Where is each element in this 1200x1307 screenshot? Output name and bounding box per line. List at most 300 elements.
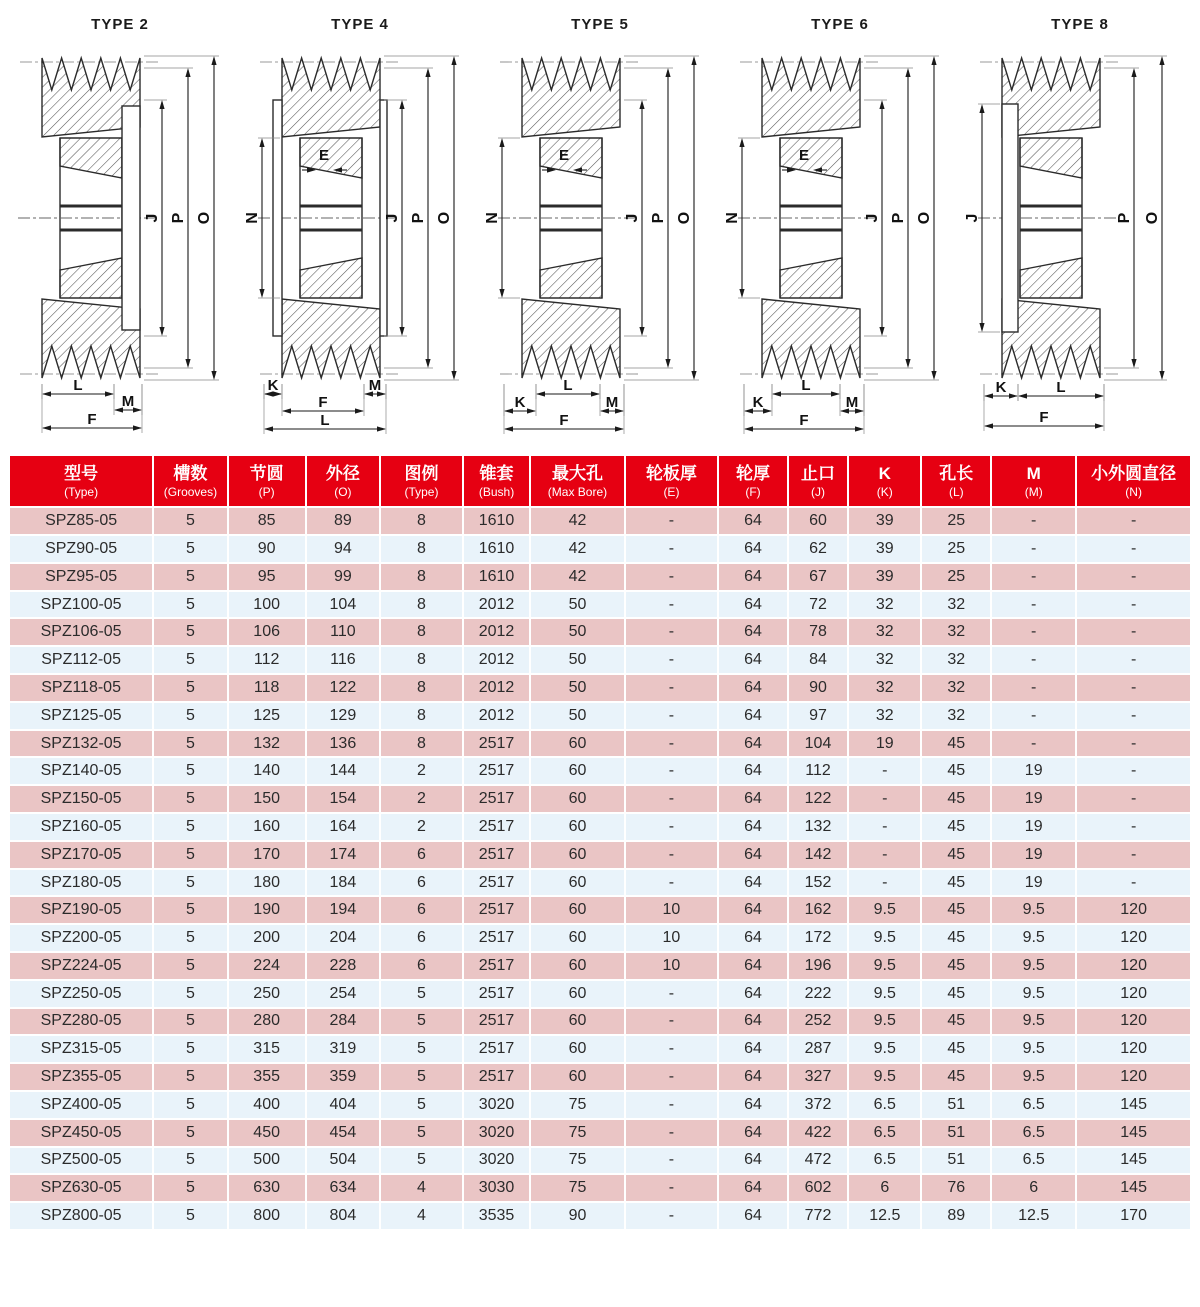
table-cell: 3030 xyxy=(463,1174,530,1202)
svg-text:F: F xyxy=(87,411,97,428)
table-cell: 5 xyxy=(153,1091,227,1119)
table-cell: - xyxy=(991,674,1076,702)
table-cell: 32 xyxy=(848,674,921,702)
table-cell: 2517 xyxy=(463,730,530,758)
table-cell: 12.5 xyxy=(848,1202,921,1230)
svg-text:K: K xyxy=(995,379,1007,396)
table-cell: 5 xyxy=(153,952,227,980)
table-cell: 60 xyxy=(530,757,625,785)
table-cell: 45 xyxy=(921,757,991,785)
table-cell: 100 xyxy=(228,591,306,619)
svg-text:O: O xyxy=(916,211,933,225)
table-cell: 5 xyxy=(380,980,463,1008)
table-cell: 60 xyxy=(530,896,625,924)
table-cell: 3020 xyxy=(463,1091,530,1119)
table-cell: 372 xyxy=(788,1091,848,1119)
table-cell: 150 xyxy=(228,785,306,813)
header-cell-k xyxy=(848,455,921,507)
table-row xyxy=(9,674,1191,702)
pulley-svg xyxy=(720,38,960,448)
table-cell: 8 xyxy=(380,507,463,535)
table-cell: 60 xyxy=(788,507,848,535)
table-cell: 5 xyxy=(380,1091,463,1119)
table-row xyxy=(9,924,1191,952)
table-cell: 50 xyxy=(530,674,625,702)
table-cell: - xyxy=(848,869,921,897)
table-cell: 5 xyxy=(153,591,227,619)
table-cell: SPZ800-05 xyxy=(9,1202,153,1230)
svg-text:M: M xyxy=(368,377,382,394)
table-cell: 630 xyxy=(228,1174,306,1202)
svg-text:J: J xyxy=(144,213,161,223)
table-row xyxy=(9,1147,1191,1175)
table-cell: 129 xyxy=(306,702,380,730)
table-cell: 85 xyxy=(228,507,306,535)
table-cell: 64 xyxy=(718,1035,788,1063)
table-cell: - xyxy=(625,841,718,869)
table-cell: SPZ315-05 xyxy=(9,1035,153,1063)
svg-text:K: K xyxy=(267,377,279,394)
table-cell: 152 xyxy=(788,869,848,897)
table-cell: SPZ180-05 xyxy=(9,869,153,897)
spec-table-body xyxy=(9,507,1191,1230)
table-cell: 19 xyxy=(848,730,921,758)
table-cell: 90 xyxy=(788,674,848,702)
table-cell: - xyxy=(625,591,718,619)
table-cell: - xyxy=(625,1174,718,1202)
header-cell-model xyxy=(9,455,153,507)
table-row xyxy=(9,1091,1191,1119)
diagram-panel-type4 xyxy=(240,0,480,452)
table-cell: - xyxy=(1076,730,1191,758)
table-cell: 32 xyxy=(848,646,921,674)
table-cell: 32 xyxy=(848,618,921,646)
table-cell: 145 xyxy=(1076,1174,1191,1202)
table-cell: 51 xyxy=(921,1147,991,1175)
table-cell: 64 xyxy=(718,1091,788,1119)
table-cell: 62 xyxy=(788,535,848,563)
table-cell: 120 xyxy=(1076,896,1191,924)
table-cell: - xyxy=(625,1119,718,1147)
table-cell: 5 xyxy=(153,618,227,646)
header-cell-maxbore xyxy=(530,455,625,507)
table-cell: 64 xyxy=(718,646,788,674)
spec-table xyxy=(8,454,1192,1231)
table-cell: 6.5 xyxy=(848,1091,921,1119)
table-cell: - xyxy=(991,730,1076,758)
table-row xyxy=(9,896,1191,924)
table-cell: 84 xyxy=(788,646,848,674)
svg-text:O: O xyxy=(1144,211,1161,225)
table-cell: 60 xyxy=(530,1008,625,1036)
table-cell: 45 xyxy=(921,924,991,952)
svg-text:E: E xyxy=(558,147,570,164)
pulley-svg xyxy=(0,38,240,448)
table-row xyxy=(9,702,1191,730)
table-row xyxy=(9,757,1191,785)
table-cell: 64 xyxy=(718,869,788,897)
table-cell: 327 xyxy=(788,1063,848,1091)
table-cell: 3535 xyxy=(463,1202,530,1230)
table-cell: 454 xyxy=(306,1119,380,1147)
svg-text:P: P xyxy=(1116,212,1133,224)
table-cell: 5 xyxy=(153,646,227,674)
table-cell: 120 xyxy=(1076,952,1191,980)
table-cell: 39 xyxy=(848,535,921,563)
header-cell-l xyxy=(921,455,991,507)
svg-text:L: L xyxy=(320,412,330,429)
header-zh: 型号 xyxy=(64,464,99,483)
table-cell: 25 xyxy=(921,535,991,563)
table-cell: 2012 xyxy=(463,702,530,730)
table-cell: - xyxy=(1076,785,1191,813)
table-cell: 5 xyxy=(380,1119,463,1147)
svg-text:E: E xyxy=(318,147,330,164)
table-row xyxy=(9,1119,1191,1147)
table-cell: SPZ450-05 xyxy=(9,1119,153,1147)
table-cell: 194 xyxy=(306,896,380,924)
header-cell-n xyxy=(1076,455,1191,507)
table-cell: 10 xyxy=(625,896,718,924)
header-cell-bush xyxy=(463,455,530,507)
table-cell: - xyxy=(1076,563,1191,591)
table-cell: 90 xyxy=(228,535,306,563)
table-cell: 42 xyxy=(530,535,625,563)
table-cell: 64 xyxy=(718,591,788,619)
table-cell: 200 xyxy=(228,924,306,952)
header-cell-e xyxy=(625,455,718,507)
table-cell: 112 xyxy=(228,646,306,674)
table-cell: 5 xyxy=(153,757,227,785)
table-cell: 319 xyxy=(306,1035,380,1063)
table-cell: 64 xyxy=(718,1202,788,1230)
table-cell: 32 xyxy=(921,618,991,646)
table-cell: 64 xyxy=(718,785,788,813)
table-cell: 94 xyxy=(306,535,380,563)
table-cell: 60 xyxy=(530,869,625,897)
table-cell: 5 xyxy=(153,507,227,535)
table-cell: 50 xyxy=(530,618,625,646)
table-cell: 450 xyxy=(228,1119,306,1147)
table-cell: 9.5 xyxy=(991,1035,1076,1063)
diagram-title: TYPE 2 xyxy=(91,16,149,33)
header-zh: 图例 xyxy=(404,464,439,483)
table-cell: 132 xyxy=(788,813,848,841)
table-cell: 2517 xyxy=(463,785,530,813)
table-cell: 284 xyxy=(306,1008,380,1036)
table-cell: 12.5 xyxy=(991,1202,1076,1230)
svg-text:J: J xyxy=(384,213,401,223)
pulley-svg xyxy=(960,38,1200,448)
table-cell: 97 xyxy=(788,702,848,730)
table-cell: 19 xyxy=(991,841,1076,869)
table-cell: 8 xyxy=(380,563,463,591)
table-cell: SPZ85-05 xyxy=(9,507,153,535)
table-cell: - xyxy=(1076,841,1191,869)
table-row xyxy=(9,1174,1191,1202)
table-cell: 120 xyxy=(1076,1063,1191,1091)
table-cell: SPZ112-05 xyxy=(9,646,153,674)
svg-text:P: P xyxy=(410,212,427,224)
table-cell: 5 xyxy=(153,1147,227,1175)
table-cell: SPZ106-05 xyxy=(9,618,153,646)
diagram-panel-type8 xyxy=(960,0,1200,452)
table-cell: 50 xyxy=(530,702,625,730)
table-cell: 64 xyxy=(718,1008,788,1036)
table-cell: 45 xyxy=(921,869,991,897)
table-cell: 180 xyxy=(228,869,306,897)
table-cell: 5 xyxy=(153,702,227,730)
table-cell: - xyxy=(625,563,718,591)
table-row xyxy=(9,1008,1191,1036)
table-cell: 2517 xyxy=(463,841,530,869)
table-cell: SPZ190-05 xyxy=(9,896,153,924)
svg-text:L: L xyxy=(801,377,811,394)
table-cell: - xyxy=(625,535,718,563)
table-cell: 120 xyxy=(1076,1008,1191,1036)
table-cell: 45 xyxy=(921,813,991,841)
table-cell: 51 xyxy=(921,1091,991,1119)
table-cell: 250 xyxy=(228,980,306,1008)
table-row xyxy=(9,507,1191,535)
table-cell: SPZ170-05 xyxy=(9,841,153,869)
svg-text:N: N xyxy=(244,212,261,224)
table-cell: 122 xyxy=(306,674,380,702)
table-cell: 42 xyxy=(530,507,625,535)
table-cell: 504 xyxy=(306,1147,380,1175)
table-row xyxy=(9,813,1191,841)
table-cell: - xyxy=(625,1008,718,1036)
table-cell: 6.5 xyxy=(991,1091,1076,1119)
table-cell: 4 xyxy=(380,1174,463,1202)
header-en: (Type) xyxy=(64,485,99,500)
table-cell: 72 xyxy=(788,591,848,619)
table-row xyxy=(9,591,1191,619)
table-row xyxy=(9,730,1191,758)
table-cell: 5 xyxy=(153,1174,227,1202)
table-cell: - xyxy=(625,702,718,730)
table-row xyxy=(9,646,1191,674)
table-row xyxy=(9,1202,1191,1230)
table-cell: 184 xyxy=(306,869,380,897)
svg-text:K: K xyxy=(514,394,526,411)
table-cell: 32 xyxy=(921,591,991,619)
table-cell: 9.5 xyxy=(991,1008,1076,1036)
header-en: (L) xyxy=(948,485,964,500)
table-cell: SPZ150-05 xyxy=(9,785,153,813)
table-cell: 120 xyxy=(1076,924,1191,952)
table-cell: 9.5 xyxy=(991,924,1076,952)
table-cell: SPZ125-05 xyxy=(9,702,153,730)
diagrams-section xyxy=(0,0,1200,452)
table-cell: 120 xyxy=(1076,980,1191,1008)
table-cell: 64 xyxy=(718,952,788,980)
header-en: (Type) xyxy=(404,485,439,500)
table-row xyxy=(9,1035,1191,1063)
table-cell: 32 xyxy=(848,591,921,619)
svg-text:M: M xyxy=(121,393,135,410)
table-row xyxy=(9,952,1191,980)
table-cell: 64 xyxy=(718,563,788,591)
table-cell: 145 xyxy=(1076,1119,1191,1147)
header-zh: 外径 xyxy=(325,464,360,483)
table-cell: 2517 xyxy=(463,1008,530,1036)
diagram-title: TYPE 4 xyxy=(331,16,389,33)
svg-text:P: P xyxy=(890,212,907,224)
table-row xyxy=(9,535,1191,563)
table-cell: 5 xyxy=(153,563,227,591)
table-cell: 60 xyxy=(530,924,625,952)
table-cell: 204 xyxy=(306,924,380,952)
table-cell: SPZ250-05 xyxy=(9,980,153,1008)
table-cell: 45 xyxy=(921,730,991,758)
table-cell: 9.5 xyxy=(991,1063,1076,1091)
table-cell: 170 xyxy=(228,841,306,869)
table-cell: 634 xyxy=(306,1174,380,1202)
table-cell: 2517 xyxy=(463,869,530,897)
table-cell: - xyxy=(991,535,1076,563)
table-cell: - xyxy=(625,674,718,702)
table-row xyxy=(9,785,1191,813)
table-cell: 118 xyxy=(228,674,306,702)
table-cell: 8 xyxy=(380,591,463,619)
table-cell: - xyxy=(1076,507,1191,535)
table-cell: SPZ500-05 xyxy=(9,1147,153,1175)
table-cell: 19 xyxy=(991,785,1076,813)
table-cell: 2012 xyxy=(463,646,530,674)
header-en: (P) xyxy=(258,485,275,500)
svg-text:O: O xyxy=(436,211,453,225)
table-cell: SPZ118-05 xyxy=(9,674,153,702)
table-cell: 2 xyxy=(380,757,463,785)
table-cell: 5 xyxy=(153,535,227,563)
table-cell: 75 xyxy=(530,1174,625,1202)
table-cell: - xyxy=(625,869,718,897)
table-cell: SPZ355-05 xyxy=(9,1063,153,1091)
header-zh: 止口 xyxy=(801,464,835,483)
table-cell: 64 xyxy=(718,535,788,563)
header-en: (Max Bore) xyxy=(547,485,608,500)
table-cell: 89 xyxy=(921,1202,991,1230)
header-cell-grooves xyxy=(153,455,227,507)
svg-text:F: F xyxy=(1039,409,1049,426)
table-cell: - xyxy=(625,1147,718,1175)
svg-text:N: N xyxy=(484,212,501,224)
header-cell-j xyxy=(788,455,848,507)
table-cell: - xyxy=(625,813,718,841)
table-cell: 5 xyxy=(153,730,227,758)
table-cell: 174 xyxy=(306,841,380,869)
table-cell: 110 xyxy=(306,618,380,646)
table-cell: 45 xyxy=(921,980,991,1008)
table-cell: 5 xyxy=(153,896,227,924)
table-cell: 5 xyxy=(153,841,227,869)
table-cell: 51 xyxy=(921,1119,991,1147)
table-cell: 800 xyxy=(228,1202,306,1230)
table-cell: 39 xyxy=(848,507,921,535)
table-cell: - xyxy=(625,757,718,785)
table-cell: 64 xyxy=(718,813,788,841)
table-cell: 140 xyxy=(228,757,306,785)
table-cell: 112 xyxy=(788,757,848,785)
svg-text:J: J xyxy=(964,213,981,223)
header-en: (E) xyxy=(663,485,680,500)
table-cell: 6 xyxy=(380,924,463,952)
table-cell: SPZ90-05 xyxy=(9,535,153,563)
table-cell: 64 xyxy=(718,924,788,952)
table-cell: - xyxy=(1076,646,1191,674)
table-cell: 116 xyxy=(306,646,380,674)
svg-text:P: P xyxy=(170,212,187,224)
table-cell: 45 xyxy=(921,952,991,980)
table-cell: 64 xyxy=(718,896,788,924)
table-cell: - xyxy=(991,507,1076,535)
table-cell: - xyxy=(625,980,718,1008)
diagram-panel-type6 xyxy=(720,0,960,452)
table-cell: 2012 xyxy=(463,591,530,619)
table-cell: 60 xyxy=(530,841,625,869)
table-cell: - xyxy=(991,591,1076,619)
table-cell: 422 xyxy=(788,1119,848,1147)
table-cell: 254 xyxy=(306,980,380,1008)
table-cell: 50 xyxy=(530,646,625,674)
svg-text:J: J xyxy=(624,213,641,223)
table-cell: 6 xyxy=(380,896,463,924)
table-cell: 32 xyxy=(921,646,991,674)
table-cell: 9.5 xyxy=(848,924,921,952)
svg-text:M: M xyxy=(605,394,619,411)
table-cell: 170 xyxy=(1076,1202,1191,1230)
header-en: (O) xyxy=(334,485,352,500)
svg-text:F: F xyxy=(559,412,569,429)
header-en: (J) xyxy=(811,485,825,500)
table-cell: 39 xyxy=(848,563,921,591)
header-zh: 锥套 xyxy=(479,464,514,483)
header-zh: 节圆 xyxy=(249,464,284,483)
table-cell: - xyxy=(1076,813,1191,841)
table-cell: 2517 xyxy=(463,757,530,785)
table-cell: 99 xyxy=(306,563,380,591)
table-cell: 355 xyxy=(228,1063,306,1091)
table-row xyxy=(9,980,1191,1008)
table-cell: SPZ280-05 xyxy=(9,1008,153,1036)
table-cell: 8 xyxy=(380,730,463,758)
table-cell: 25 xyxy=(921,507,991,535)
table-cell: - xyxy=(848,813,921,841)
table-cell: 172 xyxy=(788,924,848,952)
table-cell: 5 xyxy=(153,869,227,897)
table-cell: 2517 xyxy=(463,952,530,980)
table-cell: - xyxy=(625,646,718,674)
header-cell-figure xyxy=(380,455,463,507)
table-cell: 32 xyxy=(921,674,991,702)
table-cell: SPZ224-05 xyxy=(9,952,153,980)
svg-text:F: F xyxy=(799,412,809,429)
table-cell: 5 xyxy=(153,1035,227,1063)
table-cell: 60 xyxy=(530,1035,625,1063)
table-cell: 6 xyxy=(848,1174,921,1202)
table-cell: - xyxy=(1076,869,1191,897)
header-en: (N) xyxy=(1125,485,1142,500)
header-zh: 最大孔 xyxy=(551,464,603,483)
table-cell: 164 xyxy=(306,813,380,841)
table-cell: 6 xyxy=(380,869,463,897)
table-cell: - xyxy=(625,1202,718,1230)
table-cell: 60 xyxy=(530,1063,625,1091)
diagram-panel-type5 xyxy=(480,0,720,452)
table-cell: - xyxy=(1076,535,1191,563)
table-cell: - xyxy=(1076,757,1191,785)
